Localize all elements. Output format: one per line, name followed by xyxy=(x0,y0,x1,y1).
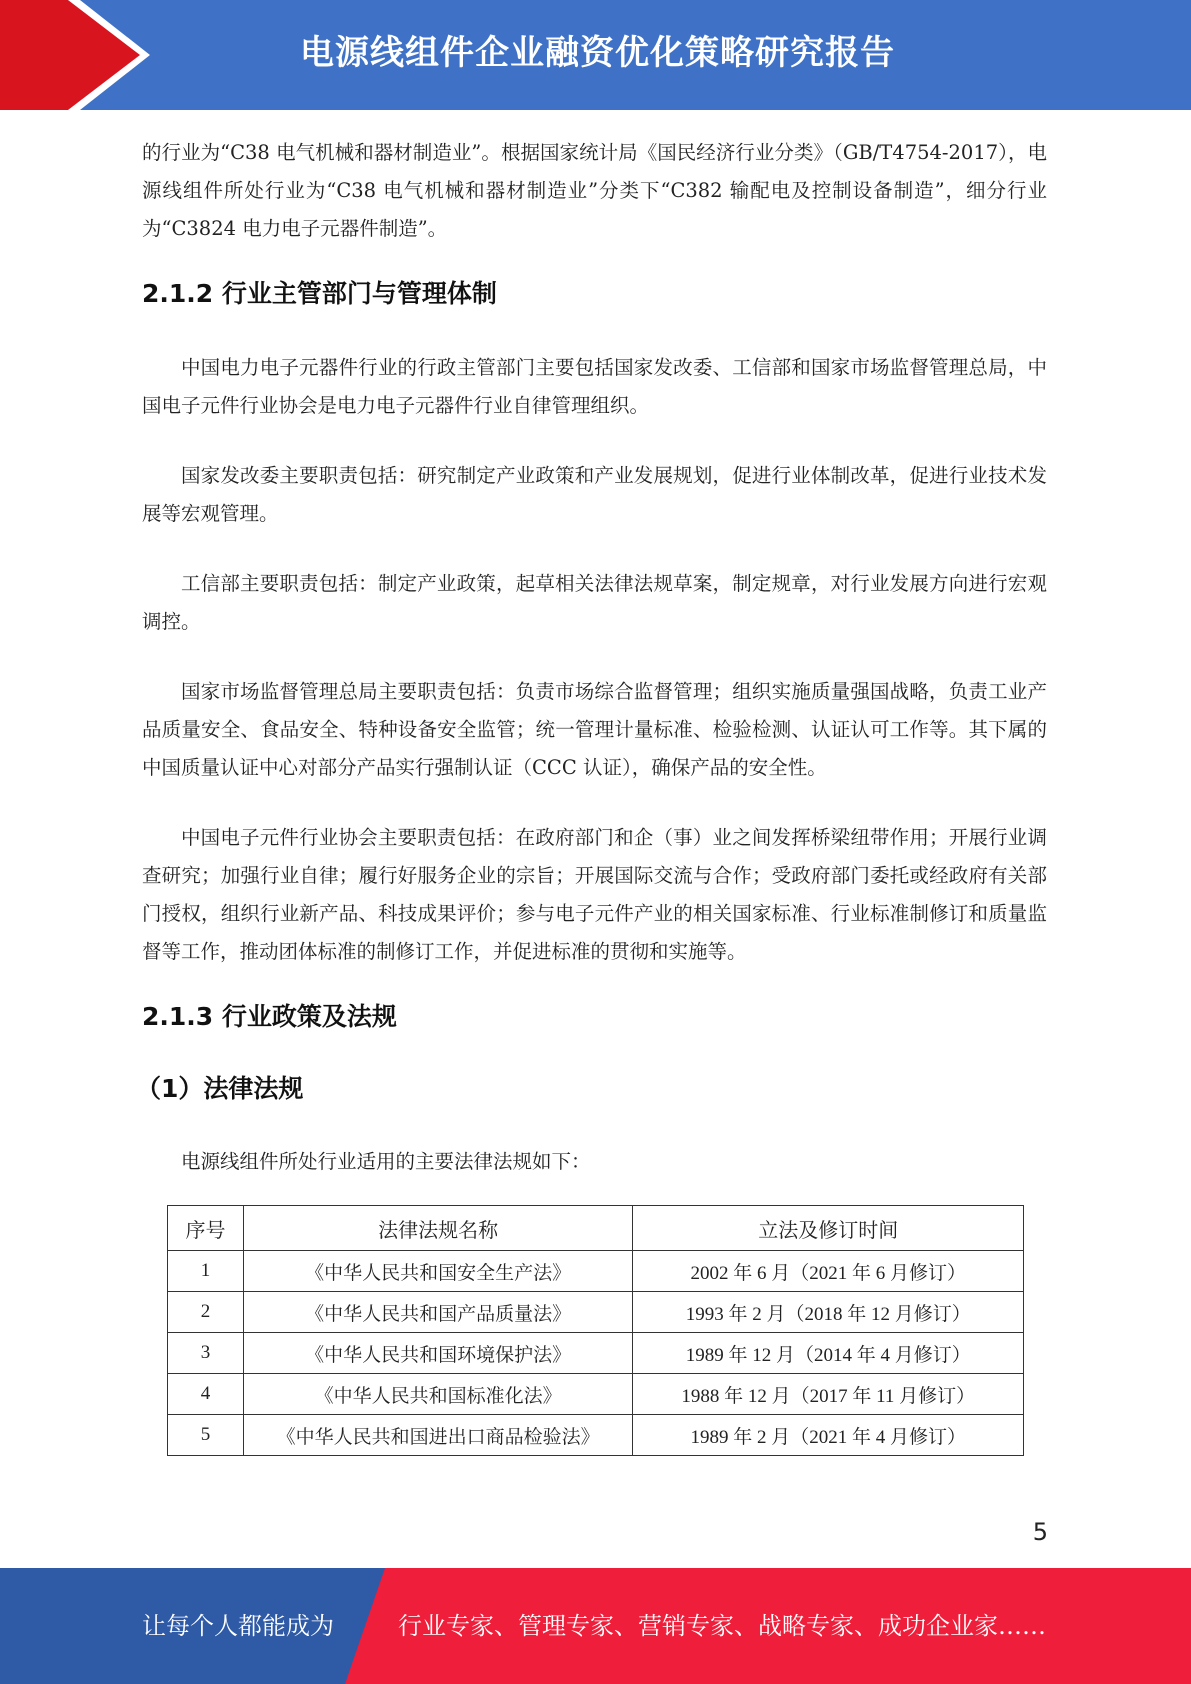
table-intro-paragraph: 电源线组件所处行业适用的主要法律法规如下： xyxy=(181,1150,591,1173)
paragraph-ndrc: 国家发改委主要职责包括：研究制定产业政策和产业发展规划，促进行业体制改革，促进行业技术发展等宏观管理。 xyxy=(142,464,1047,525)
table-cell: 5 xyxy=(168,1415,244,1456)
intro-paragraph: 的行业为“C38 电气机械和器材制造业”。根据国家统计局《国民经济行业分类》（GB/T4754-2017），电源线组件所处行业为“C38 电气机械和器材制造业”分类下“C382 输配电及控制设备制造”，细分行业为“C3824 电力电子元器件制造”。 xyxy=(142,141,1047,240)
page-footer xyxy=(0,1568,1191,1684)
table-cell: 4 xyxy=(168,1374,244,1415)
table-cell: 《中华人民共和国安全生产法》 xyxy=(243,1251,633,1292)
page-number: 5 xyxy=(1032,1518,1048,1546)
paragraph-samr: 国家市场监督管理总局主要职责包括：负责市场综合监督管理；组织实施质量强国战略，负责工业产品质量安全、食品安全、特种设备安全监管；统一管理计量标准、检验检测、认证认可工作等。其下属的中国质量认证中心对部分产品实行强制认证（CCC 认证），确保产品的安全性。 xyxy=(142,680,1047,779)
page-header xyxy=(0,0,1191,110)
subheading-laws: （1）法律法规 xyxy=(136,1074,304,1103)
table-cell: 《中华人民共和国标准化法》 xyxy=(243,1374,633,1415)
table-row xyxy=(168,1333,1024,1374)
laws-table xyxy=(167,1205,1024,1456)
header-title: 电源线组件企业融资优化策略研究报告 xyxy=(300,33,895,73)
table-header-cell: 序号 xyxy=(168,1206,244,1251)
paragraph-miit: 工信部主要职责包括：制定产业政策，起草相关法律法规草案，制定规章，对行业发展方向进行宏观调控。 xyxy=(142,572,1047,633)
footer-slogan-right: 行业专家、管理专家、营销专家、战略专家、成功企业家…… xyxy=(398,1612,1046,1640)
section-heading-2-1-3: 2.1.3 行业政策及法规 xyxy=(142,1002,397,1031)
table-cell: 1989 年 12 月（2014 年 4 月修订） xyxy=(633,1333,1024,1374)
table-row xyxy=(168,1251,1024,1292)
table-cell: 3 xyxy=(168,1333,244,1374)
table-cell: 1993 年 2 月（2018 年 12 月修订） xyxy=(633,1292,1024,1333)
table-cell: 《中华人民共和国产品质量法》 xyxy=(243,1292,633,1333)
table-header-cell: 立法及修订时间 xyxy=(633,1206,1024,1251)
paragraph-authorities: 中国电力电子元器件行业的行政主管部门主要包括国家发改委、工信部和国家市场监督管理总局，中国电子元件行业协会是电力电子元器件行业自律管理组织。 xyxy=(142,356,1047,417)
table-row xyxy=(168,1415,1024,1456)
paragraph-association: 中国电子元件行业协会主要职责包括：在政府部门和企（事）业之间发挥桥梁纽带作用；开展行业调查研究；加强行业自律；履行好服务企业的宗旨；开展国际交流与合作；受政府部门委托或经政府有关部门授权，组织行业新产品、科技成果评价；参与电子元件产业的相关国家标准、行业标准制修订和质量监督等工作，推动团体标准的制修订工作，并促进标准的贯彻和实施等。 xyxy=(142,826,1047,963)
table-row xyxy=(168,1292,1024,1333)
table-header-row xyxy=(168,1206,1024,1251)
table-cell: 1 xyxy=(168,1251,244,1292)
table-cell: 1989 年 2 月（2021 年 4 月修订） xyxy=(633,1415,1024,1456)
table-cell: 2 xyxy=(168,1292,244,1333)
table-cell: 1988 年 12 月（2017 年 11 月修订） xyxy=(633,1374,1024,1415)
table-cell: 《中华人民共和国进出口商品检验法》 xyxy=(243,1415,633,1456)
table-header-cell: 法律法规名称 xyxy=(243,1206,633,1251)
section-heading-2-1-2: 2.1.2 行业主管部门与管理体制 xyxy=(142,279,497,308)
table-row xyxy=(168,1374,1024,1415)
table-cell: 《中华人民共和国环境保护法》 xyxy=(243,1333,633,1374)
header-arrow-decoration xyxy=(0,0,150,110)
footer-slogan-left: 让每个人都能成为 xyxy=(142,1612,334,1640)
table-cell: 2002 年 6 月（2021 年 6 月修订） xyxy=(633,1251,1024,1292)
